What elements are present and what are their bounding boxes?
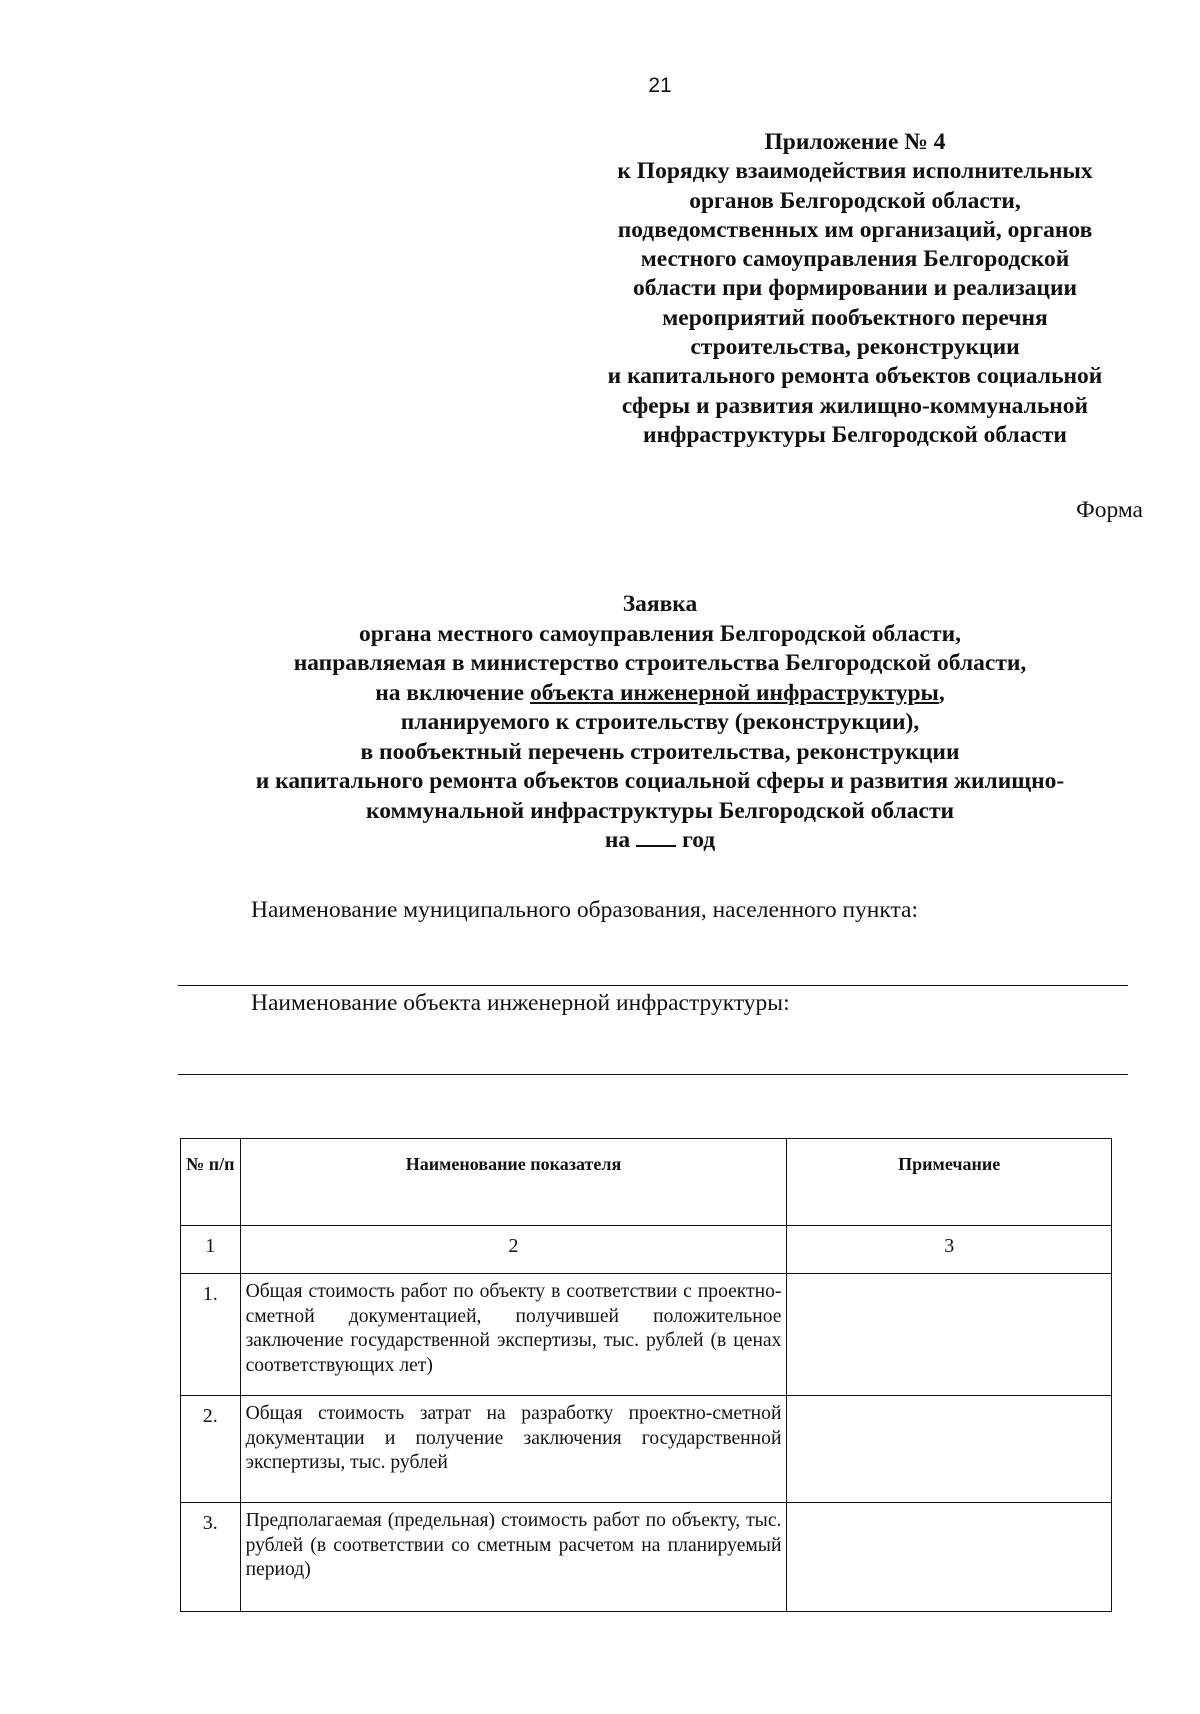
title-line <box>100 679 1200 709</box>
table-row <box>181 1274 1112 1396</box>
object-name-input-line[interactable] <box>178 1074 1128 1075</box>
appendix-line: сферы и развития жилищно-коммунальной <box>621 392 1089 419</box>
table-header-row <box>181 1139 1112 1226</box>
row-note-cell[interactable] <box>787 1274 1112 1396</box>
index-cell: 3 <box>787 1226 1112 1274</box>
row-indicator: Общая стоимость затрат на разработку проектно-сметной документации и получение заключения государственной экспертизы, тыс. рублей <box>240 1396 787 1503</box>
appendix-line: к Порядку взаимодействия исполнительных <box>617 158 1093 185</box>
appendix-line: строительства, реконструкции <box>690 334 1020 361</box>
title-text: на включение <box>375 679 530 706</box>
form-label: Форма <box>1076 497 1143 523</box>
header-number: № п/п <box>181 1139 241 1226</box>
municipality-input-line[interactable] <box>178 985 1128 986</box>
appendix-title: Приложение № 4 <box>764 129 946 155</box>
municipality-label: Наименование муниципального образования, населенного пункта: <box>251 897 918 923</box>
appendix-block <box>555 128 1155 450</box>
appendix-line: области при формировании и реализации <box>632 275 1078 302</box>
appendix-line: местного самоуправления Белгородской <box>640 246 1070 273</box>
title-underlined-text: объекта инженерной инфраструктуры <box>529 679 939 706</box>
row-number: 2. <box>181 1396 241 1503</box>
index-cell: 1 <box>181 1226 241 1274</box>
appendix-line: инфраструктуры Белгородской области <box>643 421 1067 448</box>
title-line: планируемого к строительству (реконструкции), <box>400 709 920 735</box>
appendix-line: подведомственных им организаций, органов <box>617 216 1093 243</box>
title-heading: Заявка <box>622 591 698 617</box>
title-line: в пообъектный перечень строительства, реконструкции <box>360 738 960 765</box>
object-name-label: Наименование объекта инженерной инфраструктуры: <box>251 990 790 1016</box>
indicators-table <box>180 1138 1112 1612</box>
header-note: Примечание <box>787 1139 1112 1226</box>
year-blank-field[interactable] <box>636 827 676 847</box>
row-number: 1. <box>181 1274 241 1396</box>
table-row <box>181 1503 1112 1612</box>
row-indicator: Общая стоимость работ по объекту в соответствии с проектно-сметной документацией, получившей положительное заключение государственной экспертизы, тыс. рублей (в ценах соответствующих лет) <box>240 1274 787 1396</box>
application-title <box>100 590 1200 856</box>
page-number: 21 <box>648 74 672 97</box>
title-line: коммунальной инфраструктуры Белгородской области <box>365 797 955 824</box>
title-line: направляемая в министерство строительства Белгородской области, <box>293 650 1027 676</box>
row-note-cell[interactable] <box>787 1396 1112 1503</box>
appendix-line: и капитального ремонта объектов социальной <box>607 363 1103 390</box>
index-cell: 2 <box>240 1226 787 1274</box>
title-line: органа местного самоуправления Белгородской области, <box>359 620 961 647</box>
row-number: 3. <box>181 1503 241 1612</box>
table-row <box>181 1396 1112 1503</box>
title-text: на <box>604 827 631 853</box>
table-index-row <box>181 1226 1112 1274</box>
row-indicator: Предполагаемая (предельная) стоимость работ по объекту, тыс. рублей (в соответствии со сметным расчетом на планируемый период) <box>240 1503 787 1612</box>
title-year-line <box>100 826 1200 856</box>
header-indicator-name: Наименование показателя <box>240 1139 787 1226</box>
title-line: и капитального ремонта объектов социальной сферы и развития жилищно- <box>255 768 1065 794</box>
row-note-cell[interactable] <box>787 1503 1112 1612</box>
title-text: год <box>682 827 716 853</box>
title-text: , <box>938 679 945 706</box>
appendix-line: органов Белгородской области, <box>689 187 1021 214</box>
appendix-line: мероприятий пообъектного перечня <box>662 304 1048 331</box>
